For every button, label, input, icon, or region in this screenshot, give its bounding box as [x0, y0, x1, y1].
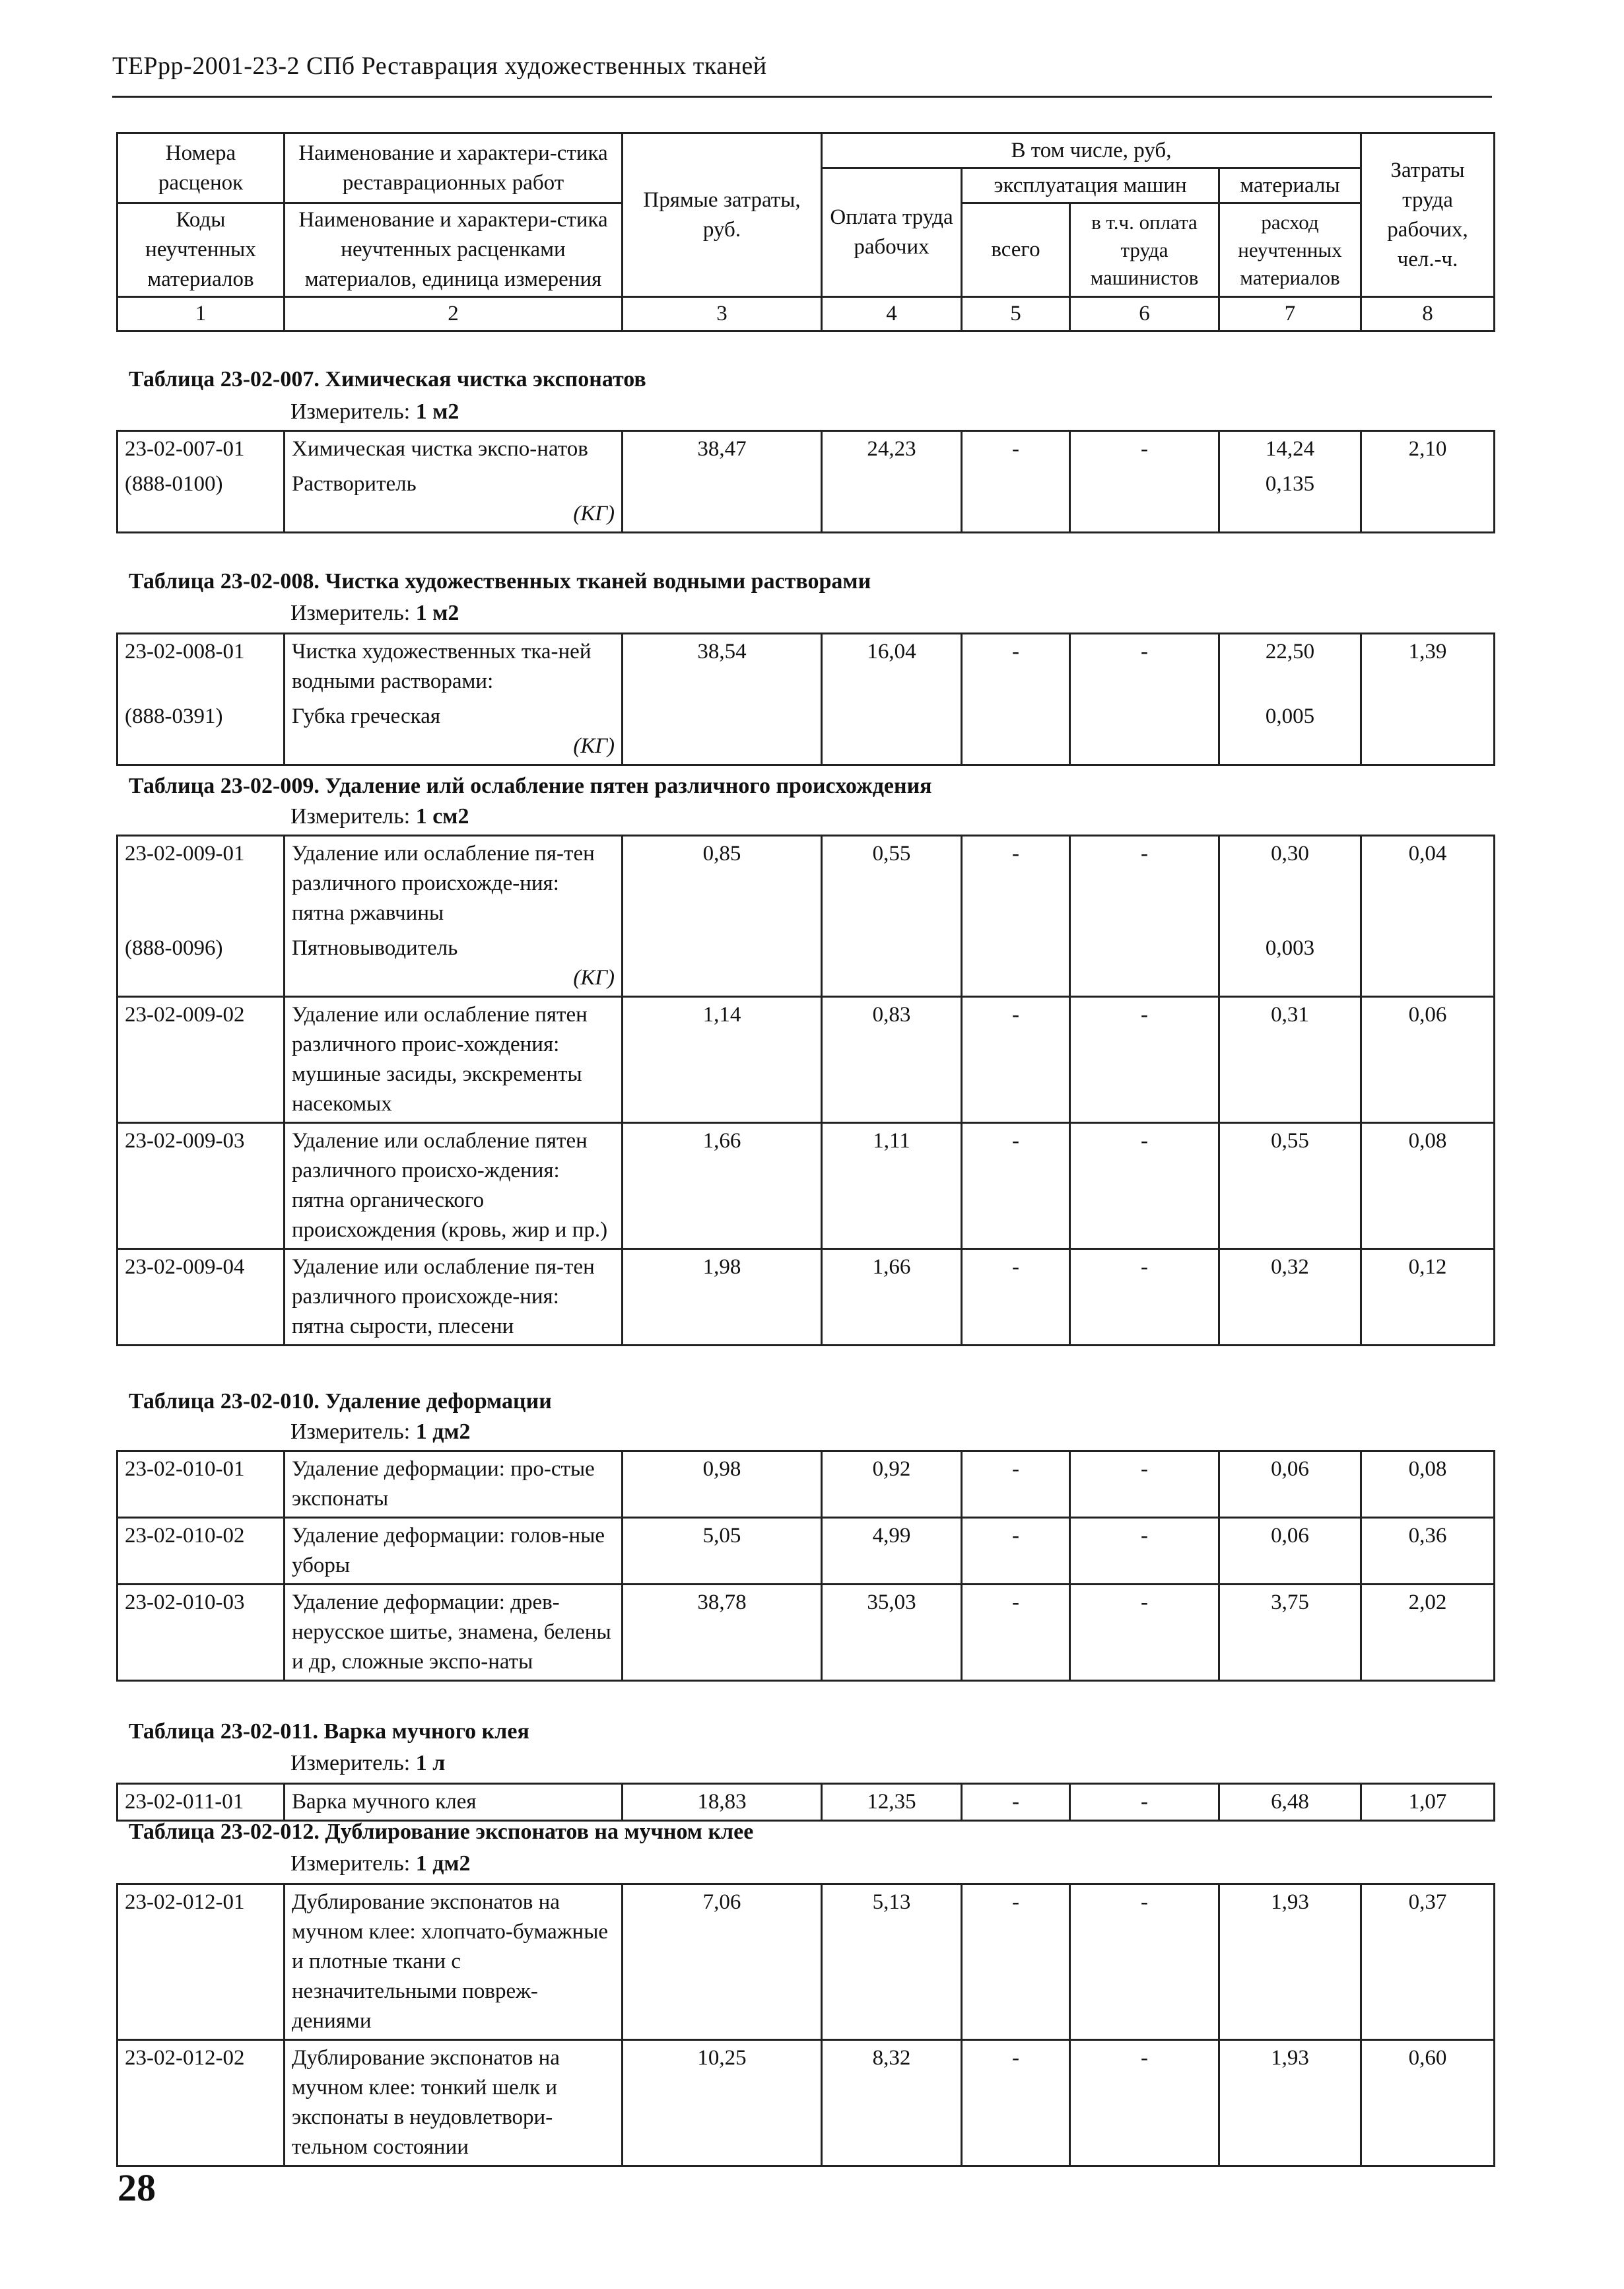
direct-costs: 38,54	[623, 634, 822, 700]
material-name-cell	[285, 467, 623, 533]
machinist-pay	[1070, 699, 1219, 765]
labor-pay: 1,11	[822, 1123, 962, 1249]
direct-costs	[623, 467, 822, 533]
hdr-num-4: 4	[822, 297, 962, 331]
machines-total	[962, 931, 1070, 997]
direct-costs	[623, 931, 822, 997]
rate-code: 23-02-012-02	[118, 2040, 285, 2166]
measure-label: Измеритель:	[290, 399, 411, 424]
materials-cost: 0,30	[1219, 836, 1361, 932]
rate-row	[118, 1451, 1495, 1518]
table-caption: Таблица 23-02-008. Чистка художественных тканей водными растворами	[129, 569, 871, 594]
hdr-labor-hours: Затраты труда рабочих, чел.-ч.	[1361, 133, 1495, 297]
labor-pay: 0,55	[822, 836, 962, 932]
labor-hours: 0,08	[1361, 1451, 1495, 1518]
measure-value: 1 м2	[415, 399, 459, 424]
material-name-cell	[285, 699, 623, 765]
direct-costs: 7,06	[623, 1884, 822, 2040]
rate-table	[116, 1783, 1495, 1822]
work-name-text: Удаление или ослабление пятен различного происхо-ждения: пятна органического происхождения (кровь, жир и пр.)	[292, 1129, 608, 1242]
material-code: (888-0096)	[118, 931, 285, 997]
labor-pay	[822, 931, 962, 997]
direct-costs: 1,98	[623, 1249, 822, 1346]
material-name: Губка греческая	[292, 704, 441, 728]
work-name-text: Удаление или ослабление пя-тен различного происхожде-ния: пятна ржавчины	[292, 842, 595, 925]
direct-costs: 10,25	[623, 2040, 822, 2166]
labor-hours: 2,10	[1361, 431, 1495, 467]
materials-cost: 3,75	[1219, 1585, 1361, 1681]
hdr-materials: материалы	[1219, 168, 1361, 203]
rate-row	[118, 836, 1495, 932]
materials-cost: 6,48	[1219, 1784, 1361, 1821]
work-name-text: Химическая чистка экспо-натов	[292, 437, 588, 461]
measure-label: Измеритель:	[290, 1419, 411, 1444]
machines-total: -	[962, 836, 1070, 932]
work-name	[285, 1585, 623, 1681]
material-unit: (КГ)	[573, 734, 615, 758]
measure-value: 1 м2	[415, 601, 459, 625]
labor-pay: 24,23	[822, 431, 962, 467]
rate-row	[118, 1784, 1495, 1821]
material-unit: (КГ)	[573, 502, 615, 526]
labor-hours: 0,04	[1361, 836, 1495, 932]
work-name	[285, 1451, 623, 1518]
labor-pay	[822, 467, 962, 533]
work-name	[285, 1249, 623, 1346]
rate-table	[116, 1450, 1495, 1682]
material-consumption: 0,003	[1219, 931, 1361, 997]
measure-value: 1 дм2	[415, 1419, 471, 1444]
machines-total	[962, 467, 1070, 533]
measure-label: Измеритель:	[290, 1751, 411, 1775]
direct-costs: 1,14	[623, 997, 822, 1123]
rate-row	[118, 2040, 1495, 2166]
materials-cost: 0,31	[1219, 997, 1361, 1123]
rate-code: 23-02-009-01	[118, 836, 285, 932]
labor-hours	[1361, 931, 1495, 997]
work-name	[285, 1784, 623, 1821]
table-measure	[290, 804, 469, 829]
rate-table	[116, 1883, 1495, 2167]
direct-costs: 0,98	[623, 1451, 822, 1518]
hdr-including: В том числе, руб,	[822, 133, 1361, 168]
page-number: 28	[118, 2166, 156, 2209]
machinist-pay: -	[1070, 1784, 1219, 1821]
rate-row	[118, 1585, 1495, 1681]
labor-pay: 0,92	[822, 1451, 962, 1518]
rate-code: 23-02-010-03	[118, 1585, 285, 1681]
machines-total: -	[962, 634, 1070, 700]
labor-pay: 4,99	[822, 1518, 962, 1585]
labor-pay: 8,32	[822, 2040, 962, 2166]
rate-row	[118, 1884, 1495, 2040]
work-name-text: Чистка художественных тка-ней водными растворами:	[292, 640, 592, 693]
machinist-pay: -	[1070, 634, 1219, 700]
material-row	[118, 699, 1495, 765]
labor-hours: 0,37	[1361, 1884, 1495, 2040]
materials-cost: 1,93	[1219, 2040, 1361, 2166]
machinist-pay: -	[1070, 1451, 1219, 1518]
rate-code: 23-02-011-01	[118, 1784, 285, 1821]
work-name-text: Дублирование экспонатов на мучном клее: хлопчато-бумажные и плотные ткани с незначительными повреж-дениями	[292, 1890, 609, 2033]
direct-costs: 1,66	[623, 1123, 822, 1249]
labor-hours	[1361, 699, 1495, 765]
work-name-text: Варка мучного клея	[292, 1790, 477, 1814]
column-header-table	[116, 132, 1495, 332]
rate-code: 23-02-009-04	[118, 1249, 285, 1346]
material-name: Растворитель	[292, 472, 417, 496]
work-name	[285, 431, 623, 467]
hdr-labor-pay: Оплата труда рабочих	[822, 168, 962, 297]
hdr-machines-total: всего	[962, 203, 1070, 297]
materials-cost: 1,93	[1219, 1884, 1361, 2040]
work-name	[285, 2040, 623, 2166]
measure-value: 1 л	[415, 1751, 446, 1775]
machines-total	[962, 699, 1070, 765]
direct-costs: 38,47	[623, 431, 822, 467]
machinist-pay: -	[1070, 1123, 1219, 1249]
direct-costs: 18,83	[623, 1784, 822, 1821]
machinist-pay	[1070, 467, 1219, 533]
rate-code: 23-02-009-02	[118, 997, 285, 1123]
table-measure	[290, 1751, 445, 1776]
labor-hours: 1,07	[1361, 1784, 1495, 1821]
hdr-machinist-pay: в т.ч. оплата труда машинистов	[1070, 203, 1219, 297]
direct-costs	[623, 699, 822, 765]
machinist-pay: -	[1070, 836, 1219, 932]
work-name	[285, 997, 623, 1123]
measure-label: Измеритель:	[290, 1851, 411, 1876]
machines-total: -	[962, 1518, 1070, 1585]
materials-cost: 14,24	[1219, 431, 1361, 467]
machines-total: -	[962, 2040, 1070, 2166]
work-name	[285, 1518, 623, 1585]
hdr-material-name: Наименование и характери-стика неучтенных расценками материалов, единица измерения	[285, 203, 623, 297]
material-consumption: 0,005	[1219, 699, 1361, 765]
work-name-text: Удаление деформации: голов-ные уборы	[292, 1524, 605, 1577]
work-name-text: Дублирование экспонатов на мучном клее: тонкий шелк и экспонаты в неудовлетвори-тельном состоянии	[292, 2046, 560, 2159]
measure-label: Измеритель:	[290, 601, 411, 625]
machinist-pay: -	[1070, 1884, 1219, 2040]
table-caption: Таблица 23-02-009. Удаление илй ослабление пятен различного происхождения	[129, 774, 932, 798]
materials-cost: 0,55	[1219, 1123, 1361, 1249]
work-name-text: Удаление деформации: древ-нерусское шитье, знамена, белены и др, сложные экспо-наты	[292, 1590, 611, 1674]
rate-row	[118, 1249, 1495, 1346]
labor-hours: 0,06	[1361, 997, 1495, 1123]
hdr-num-6: 6	[1070, 297, 1219, 331]
direct-costs: 38,78	[623, 1585, 822, 1681]
work-name-text: Удаление или ослабление пятен различного проис-хождения: мушиные засиды, экскременты насекомых	[292, 1003, 588, 1116]
materials-cost: 0,06	[1219, 1518, 1361, 1585]
title-rule	[112, 96, 1492, 98]
table-caption: Таблица 23-02-011. Варка мучного клея	[129, 1719, 529, 1744]
labor-pay: 35,03	[822, 1585, 962, 1681]
material-code: (888-0100)	[118, 467, 285, 533]
labor-hours: 0,60	[1361, 2040, 1495, 2166]
machines-total: -	[962, 1249, 1070, 1346]
material-row	[118, 931, 1495, 997]
hdr-name: Наименование и характери-стика реставрационных работ	[285, 133, 623, 203]
hdr-num-1: 1	[118, 297, 285, 331]
table-caption: Таблица 23-02-012. Дублирование экспонатов на мучном клее	[129, 1820, 754, 1844]
machinist-pay: -	[1070, 431, 1219, 467]
work-name-text: Удаление или ослабление пя-тен различного происхожде-ния: пятна сырости, плесени	[292, 1255, 595, 1338]
document-title: ТЕРрр-2001-23-2 СПб Реставрация художественных тканей	[112, 52, 767, 80]
hdr-num-8: 8	[1361, 297, 1495, 331]
measure-value: 1 см2	[415, 804, 469, 829]
rate-code: 23-02-007-01	[118, 431, 285, 467]
hdr-num-2: 2	[285, 297, 623, 331]
hdr-num-7: 7	[1219, 297, 1361, 331]
material-name: Пятновыводитель	[292, 936, 458, 960]
rate-row	[118, 634, 1495, 700]
machinist-pay: -	[1070, 2040, 1219, 2166]
rate-code: 23-02-010-02	[118, 1518, 285, 1585]
machines-total: -	[962, 1884, 1070, 2040]
machines-total: -	[962, 1451, 1070, 1518]
machines-total: -	[962, 1784, 1070, 1821]
hdr-machines: эксплуатация машин	[962, 168, 1219, 203]
materials-cost: 0,06	[1219, 1451, 1361, 1518]
rate-row	[118, 431, 1495, 467]
machines-total: -	[962, 997, 1070, 1123]
rate-table	[116, 430, 1495, 533]
labor-pay	[822, 699, 962, 765]
machines-total: -	[962, 431, 1070, 467]
hdr-direct-costs: Прямые затраты, руб.	[623, 133, 822, 297]
work-name-text: Удаление деформации: про-стые экспонаты	[292, 1457, 595, 1511]
hdr-code: Номера расценок	[118, 133, 285, 203]
labor-pay: 0,83	[822, 997, 962, 1123]
labor-pay: 12,35	[822, 1784, 962, 1821]
rate-row	[118, 1123, 1495, 1249]
work-name	[285, 1123, 623, 1249]
labor-hours: 0,12	[1361, 1249, 1495, 1346]
rate-table	[116, 835, 1495, 1346]
table-caption: Таблица 23-02-007. Химическая чистка экспонатов	[129, 367, 646, 392]
measure-label: Измеритель:	[290, 804, 411, 829]
table-measure	[290, 1419, 471, 1445]
machinist-pay	[1070, 931, 1219, 997]
machines-total: -	[962, 1585, 1070, 1681]
machines-total: -	[962, 1123, 1070, 1249]
machinist-pay: -	[1070, 1585, 1219, 1681]
labor-hours: 0,36	[1361, 1518, 1495, 1585]
table-measure	[290, 1851, 471, 1876]
labor-pay: 16,04	[822, 634, 962, 700]
material-row	[118, 467, 1495, 533]
hdr-num-3: 3	[623, 297, 822, 331]
work-name	[285, 634, 623, 700]
rate-table	[116, 632, 1495, 766]
labor-hours	[1361, 467, 1495, 533]
table-caption: Таблица 23-02-010. Удаление деформации	[129, 1389, 552, 1414]
rate-row	[118, 997, 1495, 1123]
table-measure	[290, 399, 459, 425]
rate-code: 23-02-009-03	[118, 1123, 285, 1249]
materials-cost: 22,50	[1219, 634, 1361, 700]
machinist-pay: -	[1070, 1518, 1219, 1585]
direct-costs: 5,05	[623, 1518, 822, 1585]
labor-hours: 2,02	[1361, 1585, 1495, 1681]
labor-hours: 0,08	[1361, 1123, 1495, 1249]
labor-pay: 1,66	[822, 1249, 962, 1346]
rate-code: 23-02-010-01	[118, 1451, 285, 1518]
material-consumption: 0,135	[1219, 467, 1361, 533]
labor-hours: 1,39	[1361, 634, 1495, 700]
machinist-pay: -	[1070, 1249, 1219, 1346]
measure-value: 1 дм2	[415, 1851, 471, 1876]
material-name-cell	[285, 931, 623, 997]
work-name	[285, 836, 623, 932]
rate-row	[118, 1518, 1495, 1585]
material-unit: (КГ)	[573, 966, 615, 990]
hdr-material-code: Коды неучтенных материалов	[118, 203, 285, 297]
materials-cost: 0,32	[1219, 1249, 1361, 1346]
labor-pay: 5,13	[822, 1884, 962, 2040]
direct-costs: 0,85	[623, 836, 822, 932]
work-name	[285, 1884, 623, 2040]
machinist-pay: -	[1070, 997, 1219, 1123]
hdr-material-use: расход неучтенных материалов	[1219, 203, 1361, 297]
table-measure	[290, 601, 459, 626]
material-code: (888-0391)	[118, 699, 285, 765]
hdr-num-5: 5	[962, 297, 1070, 331]
rate-code: 23-02-012-01	[118, 1884, 285, 2040]
rate-code: 23-02-008-01	[118, 634, 285, 700]
